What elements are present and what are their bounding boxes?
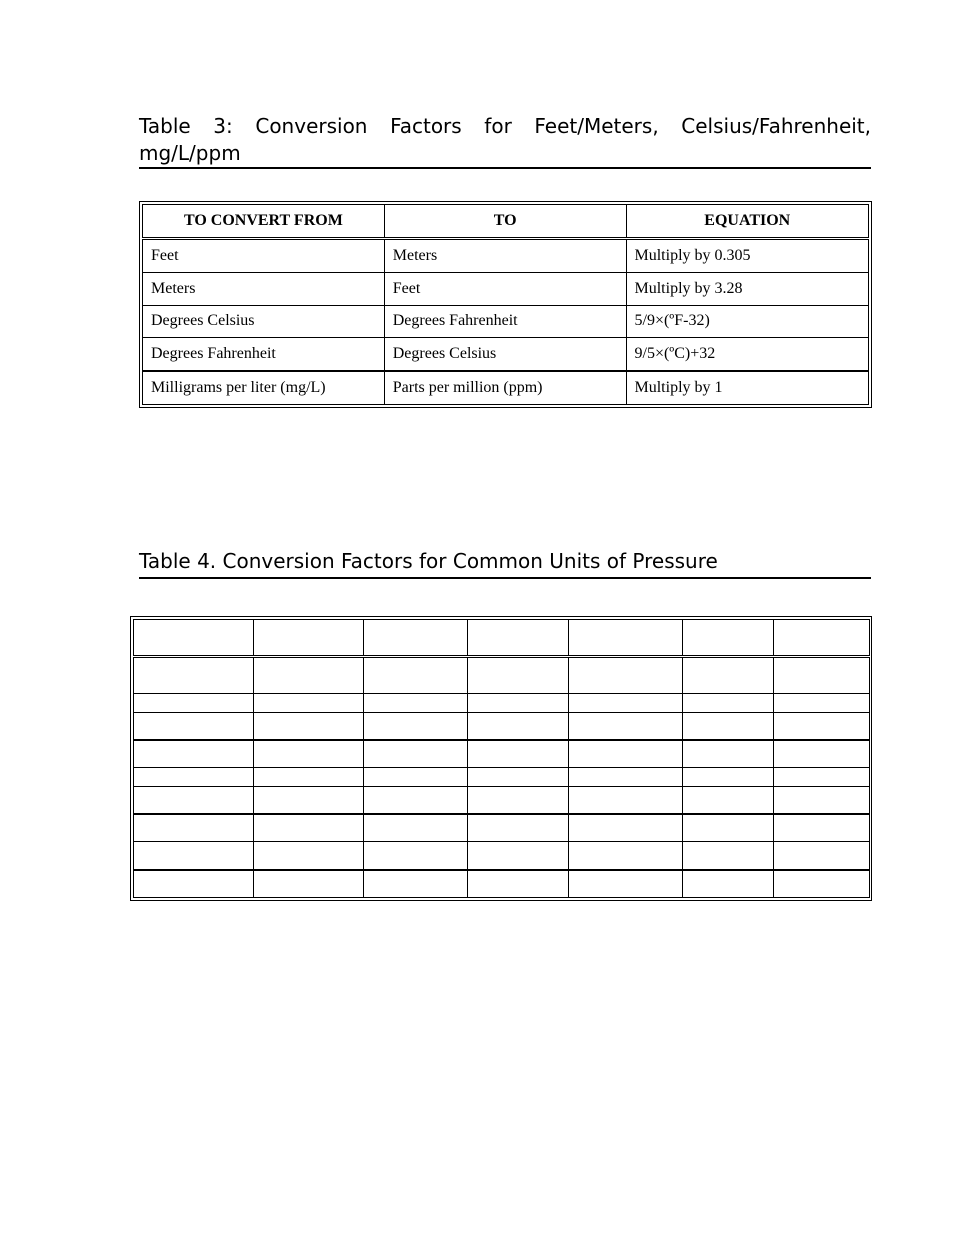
table-cell (468, 814, 569, 842)
table-cell (683, 740, 774, 768)
table-cell (468, 620, 569, 657)
table-cell (569, 786, 683, 814)
table-cell (468, 694, 569, 713)
table-cell (254, 694, 364, 713)
table-cell (364, 620, 468, 657)
table-cell (134, 842, 254, 870)
table3-header-row (143, 205, 869, 239)
table-cell (569, 620, 683, 657)
table-cell (774, 814, 870, 842)
table-cell (774, 740, 870, 768)
table-row (134, 842, 870, 870)
table-cell (364, 768, 468, 787)
table-cell (774, 768, 870, 787)
table-cell (468, 870, 569, 898)
table-cell (364, 842, 468, 870)
table3-header: EQUATION (626, 205, 869, 239)
table3 (139, 201, 872, 408)
table-cell (254, 870, 364, 898)
table-cell: Multiply by 3.28 (626, 273, 869, 306)
table-row (134, 786, 870, 814)
table3-header: TO (384, 205, 626, 239)
table-cell (254, 786, 364, 814)
table-cell (364, 870, 468, 898)
table-cell: Milligrams per liter (mg/L) (143, 371, 385, 404)
table-cell (134, 814, 254, 842)
table-cell: Feet (384, 273, 626, 306)
table-cell (468, 768, 569, 787)
table-row (134, 657, 870, 694)
table-cell (254, 768, 364, 787)
table-cell (468, 657, 569, 694)
table-cell (134, 870, 254, 898)
table-cell (683, 620, 774, 657)
table-cell (254, 657, 364, 694)
table-cell (683, 870, 774, 898)
table-cell (774, 786, 870, 814)
table-cell: Multiply by 1 (626, 371, 869, 404)
table-cell: 5/9×(ºF-32) (626, 305, 869, 338)
table4 (130, 616, 872, 901)
table-cell (468, 740, 569, 768)
table-cell (468, 842, 569, 870)
table3-heading: Table 3: Conversion Factors for Feet/Meters, Celsius/Fahrenheit, mg/L/ppm (139, 113, 871, 169)
table-cell (364, 657, 468, 694)
table-cell: 9/5×(ºC)+32 (626, 338, 869, 371)
table-cell (134, 740, 254, 768)
table-row (134, 768, 870, 787)
table4-heading: Table 4. Conversion Factors for Common Units of Pressure (139, 548, 871, 579)
table-cell: Degrees Celsius (143, 305, 385, 338)
table-cell (569, 870, 683, 898)
table-cell (364, 814, 468, 842)
table-cell (364, 740, 468, 768)
table-cell (134, 768, 254, 787)
table-cell (569, 712, 683, 740)
table-cell (364, 694, 468, 713)
table-cell: Meters (384, 239, 626, 273)
table-cell (569, 842, 683, 870)
table-row (134, 712, 870, 740)
table-row (134, 814, 870, 842)
table-cell (134, 694, 254, 713)
table-cell (774, 657, 870, 694)
table-cell (569, 768, 683, 787)
table-cell (254, 620, 364, 657)
table-row (143, 371, 869, 404)
table-cell (134, 786, 254, 814)
table-cell (569, 740, 683, 768)
table-cell (364, 712, 468, 740)
table-cell (774, 712, 870, 740)
table-row (143, 305, 869, 338)
table-cell (774, 842, 870, 870)
table-row (134, 870, 870, 898)
table-cell: Multiply by 0.305 (626, 239, 869, 273)
table-row (143, 273, 869, 306)
table-cell (683, 694, 774, 713)
table-cell (134, 657, 254, 694)
table-cell (134, 712, 254, 740)
table4-header-row (134, 620, 870, 657)
table-cell (774, 694, 870, 713)
table-cell (468, 712, 569, 740)
table-cell (569, 694, 683, 713)
table-cell (254, 842, 364, 870)
table-cell: Degrees Celsius (384, 338, 626, 371)
table-cell (569, 814, 683, 842)
table-row (134, 740, 870, 768)
table-cell: Meters (143, 273, 385, 306)
table-cell (774, 870, 870, 898)
table-cell (683, 712, 774, 740)
table-cell (254, 814, 364, 842)
table-cell: Feet (143, 239, 385, 273)
table-cell (683, 814, 774, 842)
table-cell (683, 657, 774, 694)
table-cell (569, 657, 683, 694)
table-row (143, 239, 869, 273)
table-cell (134, 620, 254, 657)
table-cell (683, 768, 774, 787)
table-cell (254, 740, 364, 768)
table-cell: Degrees Fahrenheit (384, 305, 626, 338)
table-cell (683, 786, 774, 814)
table-cell (468, 786, 569, 814)
table3-header: TO CONVERT FROM (143, 205, 385, 239)
table-cell: Parts per million (ppm) (384, 371, 626, 404)
table-cell: Degrees Fahrenheit (143, 338, 385, 371)
table-row (143, 338, 869, 371)
table-cell (774, 620, 870, 657)
table-cell (683, 842, 774, 870)
table-cell (254, 712, 364, 740)
table-row (134, 694, 870, 713)
table-cell (364, 786, 468, 814)
